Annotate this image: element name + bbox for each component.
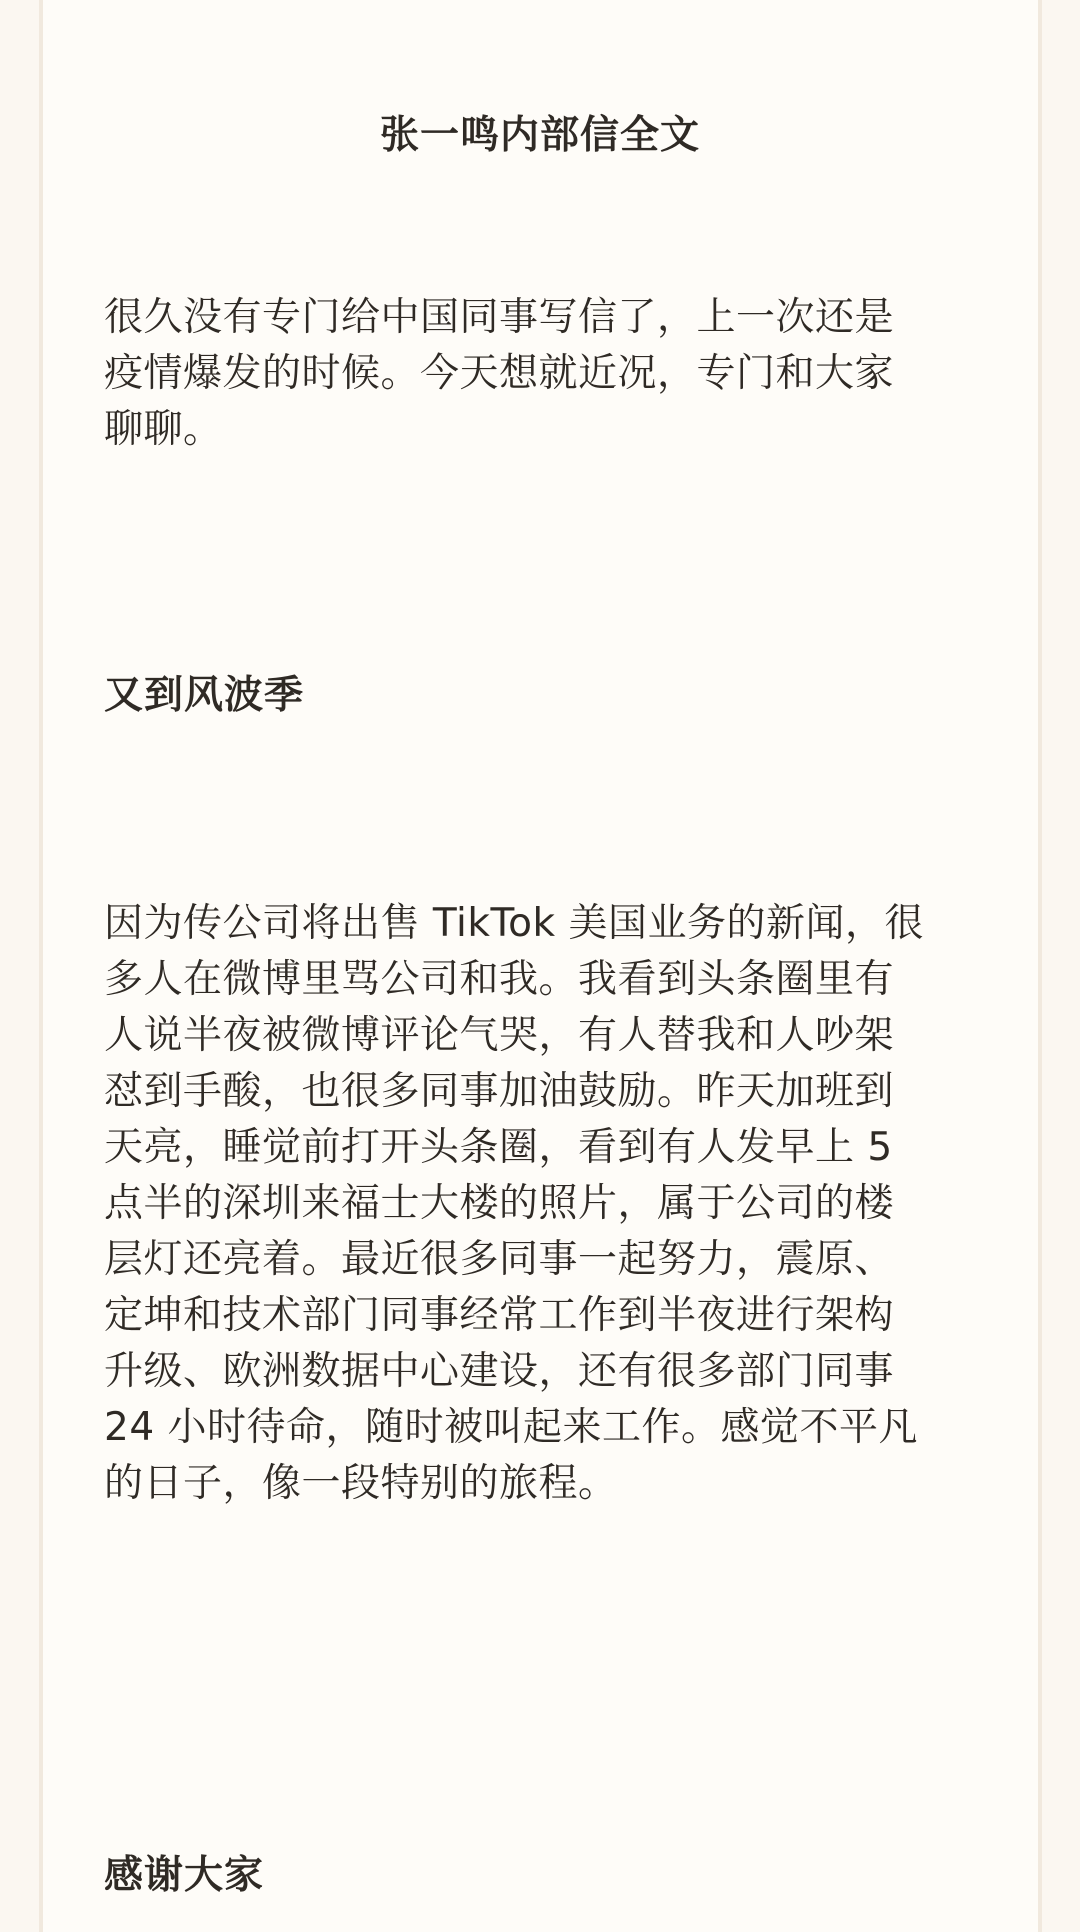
intro-line: 很久没有专门给中国同事写信了，上一次还是: [104, 295, 895, 340]
section-heading-thanks: 感谢大家: [104, 1853, 265, 1898]
intro-line: 疫情爆发的时候。今天想就近况，专门和大家: [104, 351, 895, 396]
paragraph-line: 多人在微博里骂公司和我。我看到头条圈里有: [104, 957, 895, 1002]
paragraph-line: 24 小时待命，随时被叫起来工作。感觉不平凡: [104, 1405, 919, 1450]
intro-line: 聊聊。: [104, 407, 223, 452]
paragraph-line: 层灯还亮着。最近很多同事一起努力，震原、: [104, 1237, 895, 1282]
intro-paragraph: [104, 290, 984, 458]
page-border-right: [1038, 0, 1042, 1932]
paragraph-line: 升级、欧洲数据中心建设，还有很多部门同事: [104, 1349, 895, 1394]
section-heading-storm-season: 又到风波季: [104, 673, 305, 718]
paragraph-line: 天亮，睡觉前打开头条圈，看到有人发早上 5: [104, 1125, 893, 1170]
paragraph-line: 定坤和技术部门同事经常工作到半夜进行架构: [104, 1293, 895, 1338]
paragraph-line: 人说半夜被微博评论气哭，有人替我和人吵架: [104, 1013, 895, 1058]
paragraph-line: 点半的深圳来福士大楼的照片，属于公司的楼: [104, 1181, 895, 1226]
paragraph-line: 因为传公司将出售 TikTok 美国业务的新闻，很: [104, 901, 924, 946]
section-paragraph: [104, 896, 984, 1512]
paragraph-line: 怼到手酸，也很多同事加油鼓励。昨天加班到: [104, 1069, 895, 1114]
article-title: 张一鸣内部信全文: [379, 113, 700, 159]
paragraph-line: 的日子，像一段特别的旅程。: [104, 1461, 618, 1506]
